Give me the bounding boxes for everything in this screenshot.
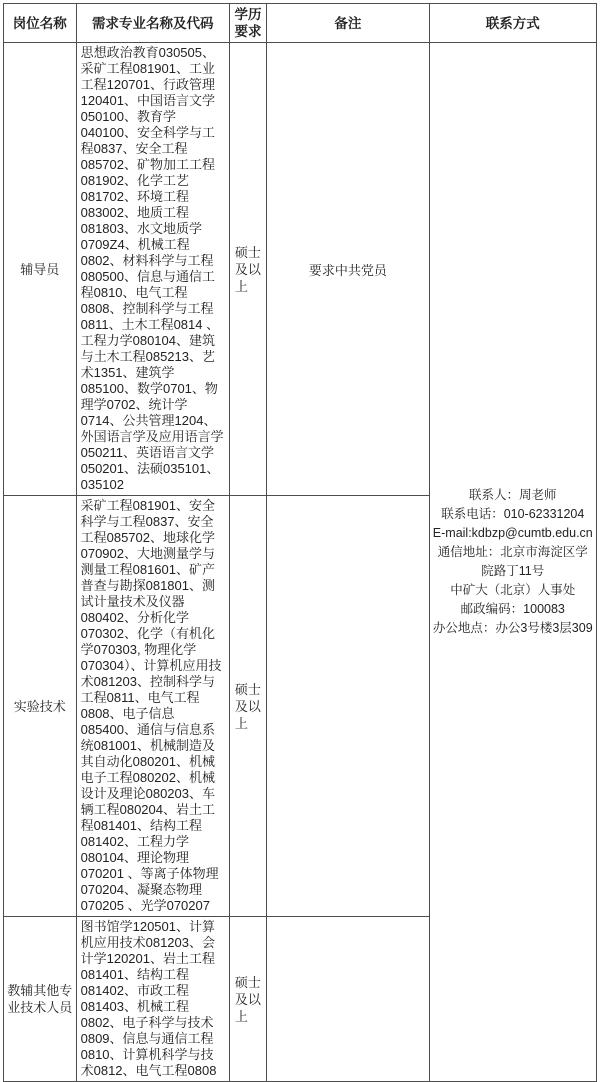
contact-phone: 联系电话：010-62331204 xyxy=(441,507,585,521)
header-contact: 联系方式 xyxy=(429,4,596,43)
table-row-counselor xyxy=(4,43,597,496)
contact-info-cell xyxy=(429,43,596,1082)
majors-list: 采矿工程081901、安全科学与工程0837、安全工程085702、地球化学070902、大地测量学与测量工程081601、矿产普查与勘探081801、测试计量技术及仪器080402、分析化学 070302、化学（有机化学070303, 物理化学070304）、计算机应用技术081203、控制科学与工程0811、电气工程0808、电子信息085400、通信与信息系统081001、机械制造及其自动化080201、机械电子工程080202、机械设计及理论080203、车辆工程080204、岩土工程081401、结构工程081402、工程力学080104、理论物理070201 、等离子体物理070204、凝聚态物理070205 、光学070207 xyxy=(76,496,229,917)
header-position: 岗位名称 xyxy=(4,4,77,43)
remark-cell: 要求中共党员 xyxy=(267,43,429,496)
contact-postcode: 邮政编码：100083 xyxy=(460,602,565,616)
header-majors: 需求专业名称及代码 xyxy=(76,4,229,43)
recruitment-table xyxy=(3,3,597,1082)
contact-address: 通信地址：北京市海淀区学院路丁11号 xyxy=(437,545,588,578)
majors-list: 思想政治教育030505、采矿工程081901、工业工程120701、行政管理120401、中国语言文学050100、教育学040100、安全科学与工程0837、安全工程085702、矿物加工工程081902、化学工艺081702、环境工程083002、地质工程081803、水文地质学0709Z4、机械工程0802、材料科学与工程080500、信息与通信工程0810、电气工程0808、控制科学与工程0811、土木工程0814 、工程力学080104、建筑与土木工程085213、艺术1351、建筑学085100、数学0701、物理学0702、统计学0714、公共管理1204、外国语言学及应用语言学050211、英语语言文学050201、法硕035101、035102 xyxy=(76,43,229,496)
degree-requirement: 硕士及以上 xyxy=(229,43,266,496)
header-degree: 学历要求 xyxy=(229,4,266,43)
degree-requirement: 硕士及以上 xyxy=(229,496,266,917)
contact-department: 中矿大（北京）人事处 xyxy=(450,583,576,597)
majors-list: 图书馆学120501、计算机应用技术081203、会计学120201、岩土工程081401、结构工程081402、市政工程081403、机械工程0802、电子科学与技术0809、信息与通信工程0810、计算机科学与技术0812、电气工程0808 xyxy=(76,917,229,1082)
contact-person: 联系人：周老师 xyxy=(469,488,557,502)
header-row xyxy=(4,4,597,43)
position-name: 实验技术 xyxy=(4,496,77,917)
position-name: 辅导员 xyxy=(4,43,77,496)
position-name: 教辅其他专业技术人员 xyxy=(4,917,77,1082)
contact-email: E-mail:kdbzp@cumtb.edu.cn xyxy=(432,526,593,540)
remark-cell xyxy=(267,917,429,1082)
degree-requirement: 硕士及以上 xyxy=(229,917,266,1082)
remark-cell xyxy=(267,496,429,917)
contact-office: 办公地点：办公3号楼3层309 xyxy=(432,621,593,635)
header-remark: 备注 xyxy=(267,4,429,43)
